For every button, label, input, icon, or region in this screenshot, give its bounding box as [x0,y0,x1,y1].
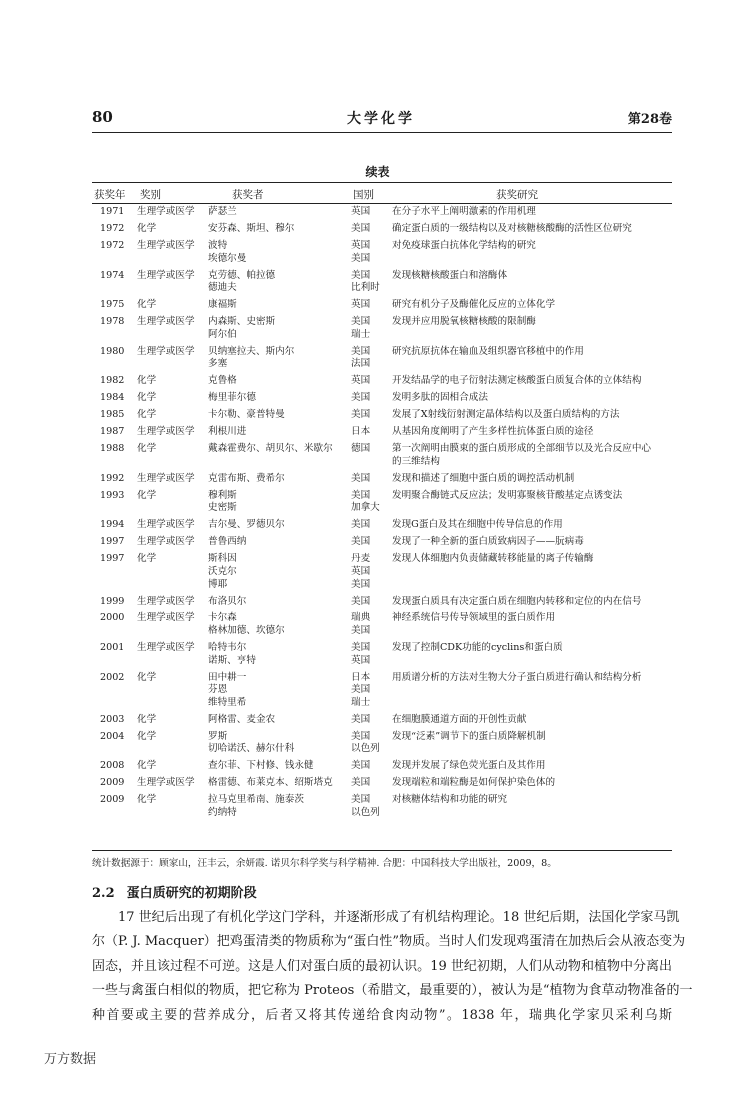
table-row [92,346,672,376]
award-year: 1971 [100,206,125,217]
award-year: 1985 [100,409,125,421]
country-cell [351,409,391,422]
winner-name: 格林加德、坎德尔 [208,625,285,637]
award-category: 化学 [137,794,157,806]
table-row [92,443,672,473]
award-category: 生理学或医学 [137,345,195,357]
winner-name: 维特里希 [208,696,247,708]
table-row [92,612,672,642]
award-year: 2008 [100,760,125,772]
winners-cell [208,490,353,515]
running-header [92,108,672,132]
research-cell [392,473,672,486]
winners-cell [208,672,353,710]
award-year: 2000 [100,612,125,624]
winners-cell [208,316,353,341]
winner-name: 内森斯、史密斯 [208,316,276,328]
award-category: 生理学或医学 [137,612,195,624]
country-cell [351,270,391,295]
research-description: 发现人体细胞内负责储藏转移能量的离子传输酶 [392,553,594,565]
award-category: 生理学或医学 [137,239,195,251]
award-year: 1999 [100,595,125,607]
winner-name: 戴森霍费尔、胡贝尔、米歇尔 [208,443,333,455]
table-row [92,794,672,824]
watermark-text: 万方数据 [44,1052,97,1067]
country-name: 英国 [351,565,371,577]
award-category: 化学 [137,489,157,501]
winner-name: 克雷布斯、费希尔 [208,472,285,484]
award-year: 1997 [100,536,125,548]
country-name: 瑞士 [351,328,371,340]
table-row [92,392,672,409]
research-cell [392,443,672,468]
country-name: 德国 [351,443,371,455]
winners-cell [208,714,353,727]
winner-name: 贝纳塞拉夫、斯内尔 [208,345,295,357]
winner-name: 阿格雷、麦金农 [208,713,276,725]
page-number: 80 [92,108,113,126]
table-row [92,596,672,613]
table-row [92,206,672,223]
country-name: 美国 [351,578,371,590]
research-cell [392,794,672,807]
country-name: 美国 [351,472,371,484]
country-cell [351,426,391,439]
winners-cell [208,473,353,486]
winner-name: 克劳德、帕拉德 [208,269,276,281]
winners-cell [208,375,353,388]
research-cell [392,553,672,566]
section-title: 蛋白质研究的初期阶段 [126,886,257,901]
winners-cell [208,794,353,819]
country-name: 比利时 [351,282,380,294]
award-year: 1997 [100,553,125,565]
country-cell [351,731,391,756]
table-bottom-rule [92,850,672,851]
research-description: 确定蛋白质的一级结构以及对核糖核酸酶的活性区位研究 [392,222,632,234]
country-name: 加拿大 [351,502,380,514]
country-name: 日本 [351,671,371,683]
country-name: 美国 [351,252,371,264]
research-description: 开发结晶学的电子衍射法测定核酸蛋白质复合体的立体结构 [392,375,642,387]
country-name: 法国 [351,358,371,370]
research-cell [392,270,672,283]
table-caption: 续表 [365,165,390,179]
winner-name: 卡尔勒、豪普特曼 [208,409,285,421]
table-row [92,316,672,346]
winner-name: 利根川进 [208,426,247,438]
column-header-research: 获奖研究 [496,189,538,201]
winner-name: 查尔菲、下村修、钱永健 [208,760,314,772]
country-name: 美国 [351,684,371,696]
research-description: 在细胞膜通道方面的开创性贡献 [392,713,527,725]
research-cell [392,299,672,312]
winner-name: 普鲁西纳 [208,536,247,548]
research-cell [392,731,672,744]
research-description: 的三维结构 [392,455,440,467]
winners-cell [208,409,353,422]
research-description: 发现G蛋白及其在细胞中传导信息的作用 [392,519,563,531]
research-cell [392,596,672,609]
column-header-category: 奖别 [140,189,161,201]
country-name: 美国 [351,730,371,742]
winner-name: 拉马克里希南、施泰茨 [208,794,304,806]
award-year: 2001 [100,642,125,654]
award-category: 化学 [137,375,157,387]
award-year: 2003 [100,713,125,725]
award-year: 1972 [100,222,125,234]
research-cell [392,409,672,422]
winners-cell [208,519,353,532]
winner-name: 约纳特 [208,806,237,818]
country-cell [351,553,391,591]
country-cell [351,536,391,549]
country-name: 美国 [351,409,371,421]
research-description: 发现并应用脱氧核糖核酸的限制酶 [392,316,536,328]
paragraph-line: 尔（P. J. Macquer）把鸡蛋清类的物质称为“蛋白性”物质。当时人们发现鸡蛋清在加热后会从液态变为 [92,934,686,950]
winner-name: 芬恩 [208,684,228,696]
award-year: 1980 [100,345,125,357]
table-row [92,536,672,553]
award-category: 生理学或医学 [137,426,195,438]
research-description: 发现了一种全新的蛋白质致病因子——朊病毒 [392,536,584,548]
award-category: 化学 [137,299,157,311]
table-top-rule [92,182,672,183]
award-category: 化学 [137,760,157,772]
award-category: 生理学或医学 [137,595,195,607]
winner-name: 萨瑟兰 [208,206,237,217]
award-year: 1988 [100,443,125,455]
table-header-row [92,185,672,205]
country-name: 以色列 [351,743,380,755]
country-cell [351,777,391,790]
country-name: 美国 [351,777,371,789]
country-cell [351,299,391,312]
winner-name: 阿尔伯 [208,328,237,340]
table-row [92,426,672,443]
column-header-year: 获奖年 [94,189,126,201]
research-description: 研究抗原抗体在输血及组织器官移植中的作用 [392,345,584,357]
country-name: 英国 [351,206,371,217]
country-name: 英国 [351,299,371,311]
country-cell [351,612,391,637]
research-description: 在分子水平上阐明激素的作用机理 [392,206,536,217]
table-row [92,270,672,300]
country-name: 日本 [351,426,371,438]
award-category: 生理学或医学 [137,536,195,548]
winner-name: 卡尔森 [208,612,237,624]
winners-cell [208,270,353,295]
winner-name: 斯科因 [208,553,237,565]
winner-name: 布洛贝尔 [208,595,247,607]
winners-cell [208,536,353,549]
paragraph-line: 一些与禽蛋白相似的物质，把它称为 Proteos（希腊文，最重要的），被认为是“植物为食草动物准备的一 [92,983,693,999]
table-row [92,223,672,240]
winners-cell [208,760,353,773]
award-category: 化学 [137,730,157,742]
winner-name: 切哈诺沃、赫尔什科 [208,743,295,755]
journal-name: 大学化学 [347,111,415,127]
research-description: 第一次阐明由膜束的蛋白质形成的全部细节以及光合反应中心 [392,443,652,455]
volume-label: 第28卷 [627,112,672,127]
table-row [92,240,672,270]
table-row [92,760,672,777]
award-category: 化学 [137,553,157,565]
country-cell [351,714,391,727]
country-name: 瑞典 [351,612,371,624]
section-number: 2.2 [92,886,115,901]
award-year: 1984 [100,392,125,404]
table-row [92,519,672,536]
winner-name: 史密斯 [208,502,237,514]
winner-name: 安芬森、斯坦、穆尔 [208,222,295,234]
table-header-rule [92,203,672,204]
country-cell [351,794,391,819]
winner-name: 波特 [208,239,228,251]
winners-cell [208,223,353,236]
research-description: 研究有机分子及酶催化反应的立体化学 [392,299,556,311]
country-cell [351,240,391,265]
research-cell [392,240,672,253]
winners-cell [208,642,353,667]
research-description: 发明聚合酶链式反应法；发明寡聚核苷酸基定点诱变法 [392,489,623,501]
award-year: 1975 [100,299,125,311]
country-name: 英国 [351,375,371,387]
country-cell [351,490,391,515]
country-name: 英国 [351,239,371,251]
country-cell [351,519,391,532]
award-category: 生理学或医学 [137,472,195,484]
column-header-country: 国别 [353,189,374,201]
winners-cell [208,392,353,405]
research-cell [392,672,672,685]
research-cell [392,536,672,549]
award-year: 1987 [100,426,125,438]
winner-name: 多塞 [208,358,228,370]
research-description: 发现“泛素”调节下的蛋白质降解机制 [392,730,546,742]
research-cell [392,316,672,329]
winners-cell [208,553,353,591]
award-year: 2002 [100,671,125,683]
country-name: 美国 [351,392,371,404]
winner-name: 博耶 [208,578,228,590]
column-header-winners: 获奖者 [232,189,264,201]
country-cell [351,392,391,405]
award-category: 化学 [137,671,157,683]
winners-cell [208,596,353,609]
table-row [92,714,672,731]
winner-name: 埃德尔曼 [208,252,247,264]
winner-name: 沃克尔 [208,565,237,577]
award-category: 生理学或医学 [137,206,195,217]
paragraph-line: 17 世纪后出现了有机化学这门学科，并逐渐形成了有机结构理论。18 世纪后期，法国化学家马凯 [118,910,680,925]
award-year: 2009 [100,777,125,789]
country-cell [351,672,391,710]
research-description: 发现和描述了细胞中蛋白质的调控活动机制 [392,472,575,484]
award-category: 化学 [137,409,157,421]
award-category: 生理学或医学 [137,269,195,281]
research-description: 发现了控制CDK功能的cyclins和蛋白质 [392,642,563,654]
country-name: 美国 [351,536,371,548]
country-cell [351,375,391,388]
research-cell [392,642,672,655]
winner-name: 田中耕一 [208,671,247,683]
paragraph-line: 固态，并且该过程不可逆。这是人们对蛋白质的最初认识。19 世纪初期，人们从动物和植物中分离出 [92,958,672,974]
winner-name: 诺斯、亨特 [208,654,256,666]
award-category: 化学 [137,392,157,404]
country-name: 美国 [351,625,371,637]
winners-cell [208,346,353,371]
country-name: 美国 [351,794,371,806]
award-year: 2009 [100,794,125,806]
country-cell [351,642,391,667]
winner-name: 梅里菲尔德 [208,392,256,404]
country-cell [351,206,391,219]
award-year: 1982 [100,375,125,387]
winner-name: 罗斯 [208,730,228,742]
award-year: 1978 [100,316,125,328]
award-category: 生理学或医学 [137,642,195,654]
winners-cell [208,612,353,637]
country-cell [351,223,391,236]
country-name: 英国 [351,654,371,666]
table-row [92,731,672,761]
award-category: 生理学或医学 [137,777,195,789]
award-year: 1992 [100,472,125,484]
winner-name: 康福斯 [208,299,237,311]
country-name: 美国 [351,269,371,281]
research-cell [392,375,672,388]
award-category: 化学 [137,713,157,725]
table-row [92,642,672,672]
research-description: 发现核糖核酸蛋白和溶酶体 [392,269,508,281]
country-name: 美国 [351,316,371,328]
country-cell [351,443,391,456]
country-cell [351,316,391,341]
winners-cell [208,426,353,439]
winner-name: 德迪夫 [208,282,237,294]
table-row [92,409,672,426]
table-row [92,777,672,794]
award-year: 2004 [100,730,125,742]
award-year: 1993 [100,489,125,501]
country-name: 美国 [351,345,371,357]
research-cell [392,519,672,532]
research-description: 用质谱分析的方法对生物大分子蛋白质进行确认和结构分析 [392,671,642,683]
award-year: 1994 [100,519,125,531]
research-cell [392,760,672,773]
winner-name: 穆利斯 [208,489,237,501]
award-category: 生理学或医学 [137,316,195,328]
award-year: 1972 [100,239,125,251]
country-cell [351,596,391,609]
research-cell [392,392,672,405]
country-name: 以色列 [351,806,380,818]
table-row [92,299,672,316]
country-name: 美国 [351,760,371,772]
winners-cell [208,777,353,790]
research-cell [392,777,672,790]
research-cell [392,714,672,727]
table-source-note: 统计数据源于：顾家山，汪丰云，余妍霞. 诺贝尔科学奖与科学精神. 合肥：中国科技大学出版社，2009，8。 [92,858,557,869]
research-description: 发现端粒和端粒酶是如何保护染色体的 [392,777,556,789]
country-name: 美国 [351,489,371,501]
paragraph-line: 种首要或主要的营养成分，后者又将其传递给食肉动物”。1838 年，瑞典化学家贝采利乌斯 [92,1007,672,1023]
award-year: 1974 [100,269,125,281]
table-row [92,672,672,714]
winner-name: 吉尔曼、罗德贝尔 [208,519,285,531]
country-name: 瑞士 [351,696,371,708]
award-category: 生理学或医学 [137,519,195,531]
winner-name: 格雷德、布莱克本、绍斯塔克 [208,777,333,789]
research-description: 对核糖体结构和功能的研究 [392,794,508,806]
country-name: 美国 [351,595,371,607]
research-cell [392,206,672,219]
table-row [92,473,672,490]
country-name: 美国 [351,222,371,234]
winner-name: 哈特韦尔 [208,642,247,654]
winner-name: 克鲁格 [208,375,237,387]
winners-cell [208,240,353,265]
award-category: 化学 [137,222,157,234]
research-cell [392,612,672,625]
country-cell [351,760,391,773]
body-paragraph [92,906,693,1028]
research-cell [392,490,672,503]
research-description: 发展了X射线衍射测定晶体结构以及蛋白质结构的方法 [392,409,620,421]
research-description: 发现蛋白质具有决定蛋白质在细胞内转移和定位的内在信号 [392,595,642,607]
country-name: 美国 [351,642,371,654]
research-cell [392,223,672,236]
research-description: 对免疫球蛋白抗体化学结构的研究 [392,239,536,251]
winners-cell [208,299,353,312]
country-name: 美国 [351,713,371,725]
country-cell [351,346,391,371]
research-description: 从基因角度阐明了产生多样性抗体蛋白质的途径 [392,426,594,438]
section-heading [92,882,257,901]
research-cell [392,346,672,359]
country-cell [351,473,391,486]
country-name: 丹麦 [351,553,371,565]
table-body [92,206,672,824]
table-row [92,490,672,520]
winners-cell [208,731,353,756]
research-description: 发现并发展了绿色荧光蛋白及其作用 [392,760,546,772]
winners-cell [208,443,353,456]
research-cell [392,426,672,439]
header-rule [92,132,672,133]
research-description: 发明多肽的固相合成法 [392,392,488,404]
country-name: 美国 [351,519,371,531]
winners-cell [208,206,353,219]
research-description: 神经系统信号传导领域里的蛋白质作用 [392,612,556,624]
award-category: 化学 [137,443,157,455]
table-row [92,375,672,392]
table-row [92,553,672,595]
